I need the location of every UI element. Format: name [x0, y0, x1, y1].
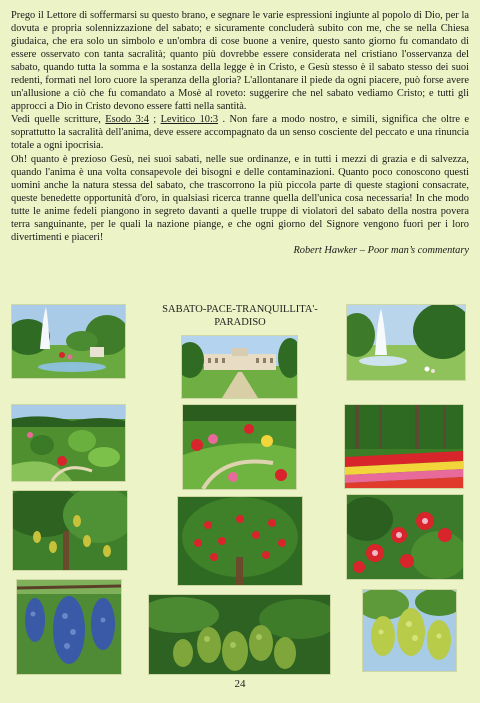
photo-topiary-garden: [11, 404, 126, 482]
photo-palace-garden: [181, 335, 298, 399]
photo-green-grapes: [362, 589, 457, 672]
paragraph-1: Prego il Lettore di soffermarsi su questo brano, e segnare le varie espressioni ingiunte al popolo di Dio, per la dovuta e propria solennizzazione del sabato; e sicuramente concluderà subito con me, che se nella Chiesa giudaica, che era solo un simbolo e un'ombra di cose buone a venire, questo santo giorno fu comandato di essere osservato con tanta sacralità; quanto più dovrebbe essere considerata nel cristiano l'osservanza del sabato, quando tutta la somma e la sostanza della legge è in Cristo, e Gesù stesso è il sabato stesso dei suoi redenti, formati nel loro cuore la speranza della gloria? L'allontanare il piede da ogni piacere, può forse avere un'allusione a ciò che fu comandato a Mosè al roveto: suggerire che nel sabato vediamo Cristo; e tutti gli approcci a Dio in Cristo devono essere fatti nella santità.: [11, 10, 469, 113]
photo-fountain-lawn: [346, 304, 466, 381]
paragraph-3: Oh! quanto è prezioso Gesù, nei suoi sabati, nelle sue ordinanze, e in tutti i mezzi di grazia e di salvezza, quando l'anima è una volta consapevole dei bisogni e delle contaminazioni. Quanto poco conoscono questi uomini anche la natura stessa del sabato, che trascorrono la più piccola parte di queste stagioni consacrate, queste benedette opportunità d'oro, in qualsiasi ricerca tranne quella dell'unica cosa necessaria! In che modo tutte le anime fedeli piangono in segreto davanti a quelle truppe di violatori del sabato della nostra povera terra sanguinante, per le quali la nazione piange, e che ogni giorno del Signore vengono fuori per i loro divertimenti e piaceri!: [11, 153, 469, 243]
photo-tulip-field: [344, 404, 464, 489]
paragraph-2-separator: ;: [148, 114, 161, 126]
photo-red-fruit-tree: [177, 496, 303, 586]
signature: Robert Hawker – Poor man’s commentary: [293, 244, 469, 256]
paragraph-2-lead: Vedi quelle scritture,: [11, 114, 106, 126]
photo-blue-grapes: [16, 579, 122, 675]
gallery-title: SABATO-PACE-TRANQUILLITA'-PARADISO: [162, 304, 318, 328]
photo-fountain-park: [11, 304, 126, 379]
photo-mango-tree: [12, 490, 128, 571]
paragraph-2: [11, 113, 469, 152]
page-number: 24: [234, 678, 246, 690]
photo-green-fruits: [148, 594, 331, 675]
photo-red-blossoms: [346, 494, 464, 580]
body-text: [11, 9, 469, 257]
paragraph-2-rest: . Non fare a modo nostro, e simili, significa che oltre e soprattutto la sacralità dell'anima, deve essere accompagnato da un senso cosciente del peccato e una rinuncia totale a ogni ipocrisia.: [11, 114, 469, 152]
photo-flower-beds: [182, 404, 297, 490]
scripture-link-exodus[interactable]: Esodo 3:4: [105, 114, 149, 126]
scripture-link-leviticus[interactable]: Levitico 10:3: [160, 114, 219, 126]
